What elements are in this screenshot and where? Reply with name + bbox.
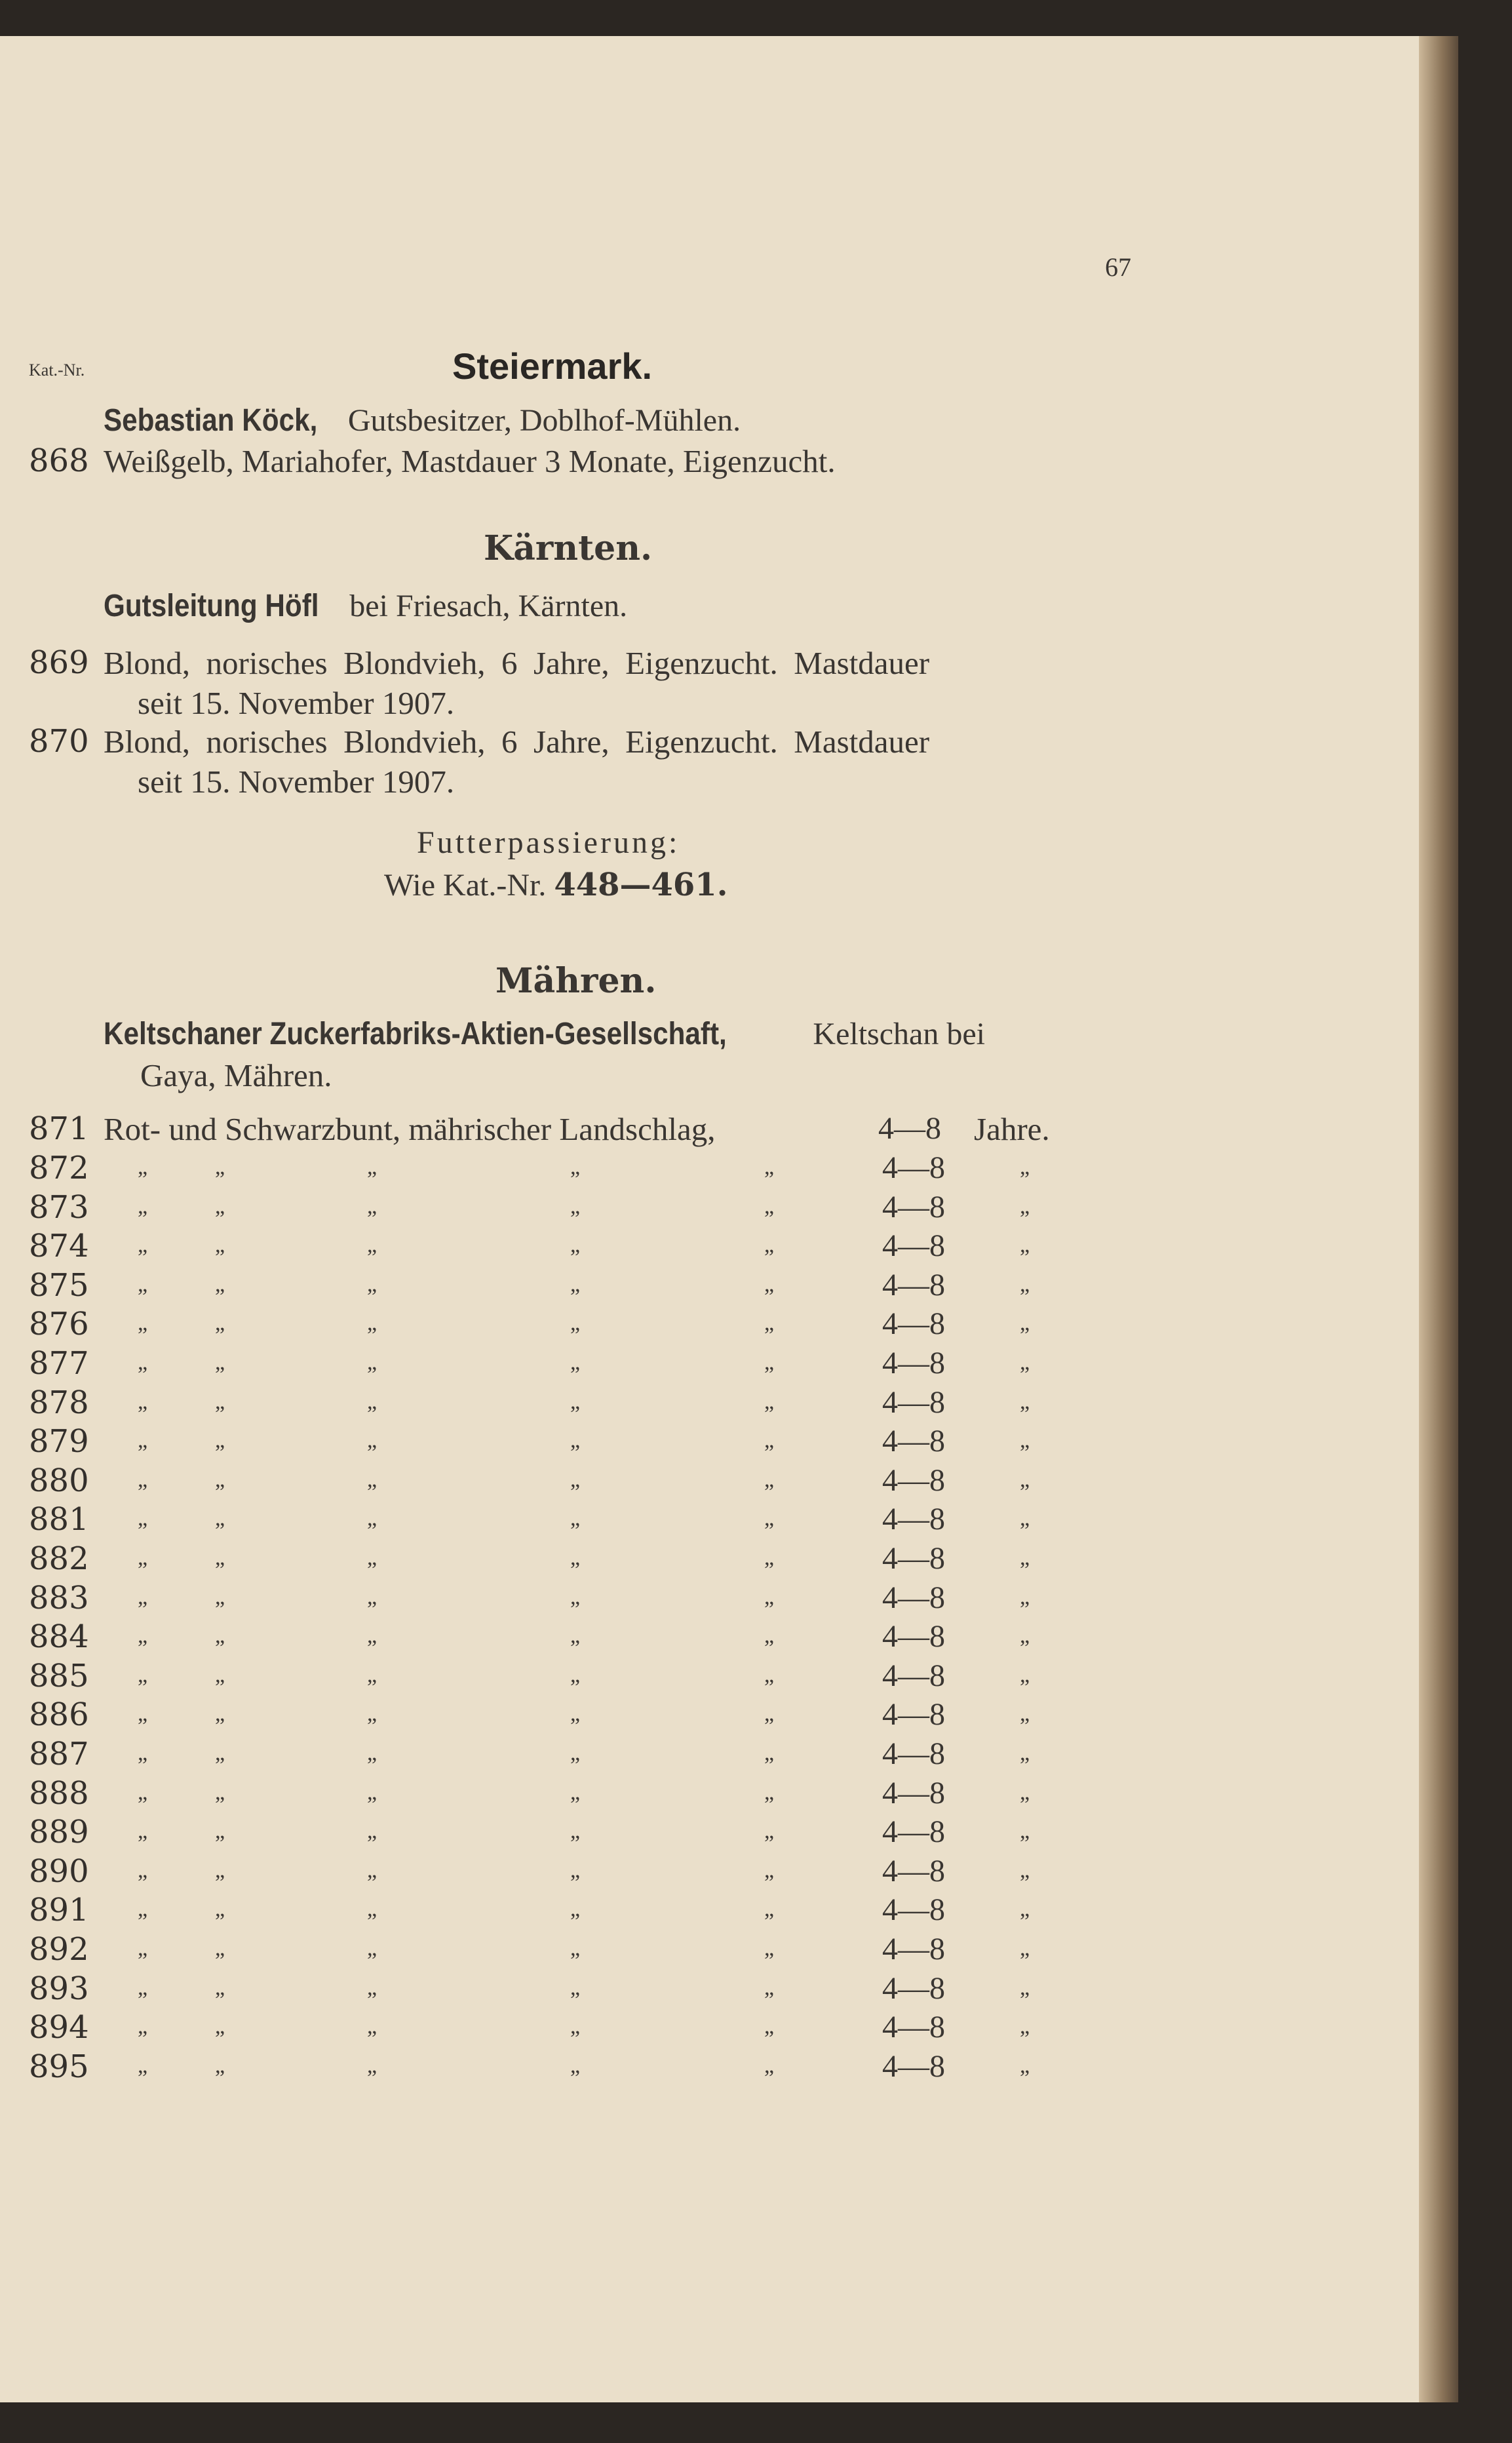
entry-number: 893 — [29, 1970, 89, 2007]
ditto-mark: „ — [138, 1546, 148, 1570]
futter-reference — [384, 867, 727, 903]
ditto-mark: „ — [215, 1233, 225, 1257]
ditto-mark: „ — [138, 1936, 148, 1961]
ditto-mark: „ — [570, 1155, 581, 1179]
ditto-mark: „ — [1020, 1936, 1030, 1961]
ditto-mark: „ — [764, 1506, 775, 1531]
ditto-mark: „ — [1020, 1624, 1030, 1648]
owner-line — [104, 402, 741, 439]
ditto-mark: „ — [1020, 1233, 1030, 1257]
ditto-mark: „ — [215, 2054, 225, 2078]
entry-number: 885 — [29, 1658, 89, 1694]
ditto-mark: „ — [1020, 1663, 1030, 1687]
ditto-mark: „ — [570, 2014, 581, 2039]
ditto-mark: „ — [215, 1976, 225, 2000]
ditto-mark: „ — [1020, 1585, 1030, 1609]
ditto-mark: „ — [215, 1897, 225, 1921]
age-range: 4—8 — [882, 1306, 945, 1341]
ditto-mark: „ — [367, 1819, 378, 1843]
entry-number: 880 — [29, 1462, 89, 1499]
entry-number: 870 — [29, 723, 89, 760]
page-edge — [1419, 36, 1458, 2402]
ditto-mark: „ — [138, 1858, 148, 1883]
ditto-mark: „ — [764, 2054, 775, 2078]
ditto-mark: „ — [570, 1663, 581, 1687]
ditto-mark: „ — [367, 1194, 378, 1219]
ditto-mark: „ — [138, 1702, 148, 1726]
ditto-mark: „ — [215, 1858, 225, 1883]
ditto-mark: „ — [570, 1702, 581, 1726]
age-range: 4—8 — [878, 1111, 941, 1146]
entry-number: 883 — [29, 1580, 89, 1616]
ditto-mark: „ — [570, 1858, 581, 1883]
age-range: 4—8 — [882, 1228, 945, 1263]
ditto-mark: „ — [570, 2054, 581, 2078]
age-range: 4—8 — [882, 1463, 945, 1498]
ditto-mark: „ — [1020, 1976, 1030, 2000]
ditto-mark: „ — [1020, 2014, 1030, 2039]
ditto-mark: „ — [764, 1468, 775, 1492]
ditto-mark: „ — [367, 1350, 378, 1375]
entry-number: 876 — [29, 1306, 89, 1342]
ditto-mark: „ — [570, 1311, 581, 1335]
age-range: 4—8 — [882, 1697, 945, 1732]
ditto-mark: „ — [367, 1897, 378, 1921]
ditto-mark: „ — [138, 1155, 148, 1179]
ditto-mark: „ — [570, 1936, 581, 1961]
owner-name: Gutsleitung Höfl — [104, 589, 319, 623]
ditto-mark: „ — [764, 1741, 775, 1765]
section-heading-maehren: Mähren. — [495, 961, 657, 1001]
entry-number: 875 — [29, 1267, 89, 1304]
age-range: 4—8 — [882, 1736, 945, 1771]
ditto-mark: „ — [138, 1390, 148, 1414]
ditto-mark: „ — [367, 1390, 378, 1414]
entry-number: 895 — [29, 2048, 89, 2085]
ditto-mark: „ — [138, 2014, 148, 2039]
owner-line — [104, 588, 627, 624]
ditto-mark: „ — [764, 1155, 775, 1179]
ditto-mark: „ — [215, 1390, 225, 1414]
ditto-mark: „ — [138, 1819, 148, 1843]
entry-number: 887 — [29, 1736, 89, 1772]
ditto-mark: „ — [1020, 1428, 1030, 1453]
ditto-mark: „ — [764, 1585, 775, 1609]
age-unit: Jahre. — [974, 1111, 1050, 1147]
ditto-mark: „ — [1020, 1819, 1030, 1843]
ditto-mark: „ — [367, 1936, 378, 1961]
ditto-mark: „ — [764, 1272, 775, 1297]
age-range: 4—8 — [882, 1814, 945, 1849]
ditto-mark: „ — [215, 1272, 225, 1297]
section-heading-steiermark: Steiermark. — [452, 345, 653, 387]
ditto-mark: „ — [138, 1663, 148, 1687]
entry-number: 889 — [29, 1814, 89, 1850]
book-page — [0, 36, 1435, 2402]
ditto-mark: „ — [215, 1546, 225, 1570]
age-range: 4—8 — [882, 1776, 945, 1810]
ditto-mark: „ — [367, 1546, 378, 1570]
age-range: 4—8 — [882, 2010, 945, 2044]
ditto-mark: „ — [138, 1428, 148, 1453]
age-range: 4—8 — [882, 1150, 945, 1185]
age-range: 4—8 — [882, 1541, 945, 1576]
age-range: 4—8 — [882, 1658, 945, 1693]
ditto-mark: „ — [570, 1233, 581, 1257]
age-range: 4—8 — [882, 2049, 945, 2084]
ditto-mark: „ — [215, 1663, 225, 1687]
owner-detail: Gutsbesitzer, Doblhof-Mühlen. — [339, 403, 741, 438]
ditto-mark: „ — [215, 1585, 225, 1609]
entry-text-continued: seit 15. November 1907. — [138, 764, 455, 800]
ditto-mark: „ — [138, 1780, 148, 1805]
owner-line — [104, 1016, 985, 1052]
entry-text: Blond, norisches Blondvieh, 6 Jahre, Eigenzucht. Mastdauer — [104, 645, 930, 681]
ditto-mark: „ — [570, 1350, 581, 1375]
ditto-mark: „ — [570, 1468, 581, 1492]
catalog-number-label: Kat.-Nr. — [29, 361, 85, 380]
entry-number: 868 — [29, 442, 89, 479]
entry-number: 873 — [29, 1189, 89, 1226]
ditto-mark: „ — [138, 1976, 148, 2000]
ditto-mark: „ — [1020, 1194, 1030, 1219]
entry-text: Weißgelb, Mariahofer, Mastdauer 3 Monate, Eigenzucht. — [104, 443, 836, 479]
ditto-mark: „ — [367, 1702, 378, 1726]
age-range: 4—8 — [882, 1619, 945, 1654]
ditto-mark: „ — [1020, 1506, 1030, 1531]
entry-number: 877 — [29, 1345, 89, 1382]
ditto-mark: „ — [138, 1194, 148, 1219]
owner-name: Keltschaner Zuckerfabriks-Aktien-Gesellschaft, — [104, 1017, 727, 1051]
ditto-mark: „ — [764, 1976, 775, 2000]
ditto-mark: „ — [570, 1585, 581, 1609]
ditto-mark: „ — [1020, 2054, 1030, 2078]
ditto-mark: „ — [215, 1936, 225, 1961]
futter-reference-range: 448—461. — [554, 867, 728, 903]
ditto-mark: „ — [764, 1780, 775, 1805]
ditto-mark: „ — [138, 1624, 148, 1648]
ditto-mark: „ — [138, 1585, 148, 1609]
age-range: 4—8 — [882, 1385, 945, 1420]
ditto-mark: „ — [367, 1506, 378, 1531]
ditto-mark: „ — [570, 1506, 581, 1531]
entry-text: Rot- und Schwarzbunt, mährischer Landschlag, — [104, 1111, 716, 1147]
age-range: 4—8 — [882, 1346, 945, 1380]
ditto-mark: „ — [764, 1390, 775, 1414]
age-range: 4—8 — [882, 1580, 945, 1615]
ditto-mark: „ — [764, 1858, 775, 1883]
ditto-mark: „ — [138, 1311, 148, 1335]
ditto-mark: „ — [764, 1819, 775, 1843]
ditto-mark: „ — [764, 1233, 775, 1257]
ditto-mark: „ — [138, 1350, 148, 1375]
ditto-mark: „ — [570, 1272, 581, 1297]
ditto-mark: „ — [570, 1428, 581, 1453]
ditto-mark: „ — [764, 1702, 775, 1726]
ditto-mark: „ — [1020, 1390, 1030, 1414]
ditto-mark: „ — [764, 1897, 775, 1921]
ditto-mark: „ — [215, 1311, 225, 1335]
section-heading-kaernten: Kärnten. — [484, 528, 653, 568]
ditto-mark: „ — [367, 1858, 378, 1883]
futter-reference-prefix: Wie Kat.-Nr. — [384, 868, 554, 903]
ditto-mark: „ — [1020, 1741, 1030, 1765]
ditto-mark: „ — [1020, 1155, 1030, 1179]
age-range: 4—8 — [882, 1268, 945, 1302]
entry-number: 872 — [29, 1150, 89, 1186]
entry-number: 890 — [29, 1853, 89, 1890]
ditto-mark: „ — [764, 2014, 775, 2039]
ditto-mark: „ — [1020, 1546, 1030, 1570]
ditto-mark: „ — [764, 1311, 775, 1335]
ditto-mark: „ — [138, 1897, 148, 1921]
owner-line-continued: Gaya, Mähren. — [140, 1057, 332, 1093]
ditto-mark: „ — [1020, 1468, 1030, 1492]
ditto-mark: „ — [570, 1741, 581, 1765]
ditto-mark: „ — [215, 1428, 225, 1453]
age-range: 4—8 — [882, 1190, 945, 1224]
entry-number: 879 — [29, 1423, 89, 1460]
ditto-mark: „ — [570, 1976, 581, 2000]
owner-detail: Keltschan bei — [805, 1017, 985, 1051]
ditto-mark: „ — [367, 1976, 378, 2000]
ditto-mark: „ — [570, 1780, 581, 1805]
entry-number: 871 — [29, 1110, 89, 1147]
ditto-mark: „ — [570, 1390, 581, 1414]
ditto-mark: „ — [138, 1506, 148, 1531]
owner-detail: bei Friesach, Kärnten. — [341, 589, 628, 623]
entry-number: 884 — [29, 1618, 89, 1655]
entry-number: 874 — [29, 1228, 89, 1264]
ditto-mark: „ — [1020, 1350, 1030, 1375]
ditto-mark: „ — [1020, 1272, 1030, 1297]
entry-number: 869 — [29, 644, 89, 681]
ditto-mark: „ — [570, 1819, 581, 1843]
entry-number: 891 — [29, 1892, 89, 1928]
ditto-mark: „ — [215, 1468, 225, 1492]
ditto-mark: „ — [367, 1663, 378, 1687]
entry-number: 882 — [29, 1540, 89, 1577]
ditto-mark: „ — [367, 1155, 378, 1179]
ditto-mark: „ — [1020, 1702, 1030, 1726]
ditto-mark: „ — [367, 1272, 378, 1297]
ditto-mark: „ — [367, 1428, 378, 1453]
ditto-mark: „ — [1020, 1780, 1030, 1805]
ditto-mark: „ — [1020, 1311, 1030, 1335]
ditto-mark: „ — [764, 1936, 775, 1961]
entry-text-continued: seit 15. November 1907. — [138, 685, 455, 721]
ditto-mark: „ — [367, 2054, 378, 2078]
entry-number: 881 — [29, 1501, 89, 1538]
ditto-mark: „ — [367, 1741, 378, 1765]
ditto-mark: „ — [367, 1468, 378, 1492]
ditto-mark: „ — [570, 1624, 581, 1648]
ditto-mark: „ — [138, 1741, 148, 1765]
ditto-mark: „ — [367, 2014, 378, 2039]
age-range: 4—8 — [882, 1892, 945, 1927]
age-range: 4—8 — [882, 1854, 945, 1888]
ditto-mark: „ — [215, 1155, 225, 1179]
ditto-mark: „ — [367, 1624, 378, 1648]
futter-title: Futterpassierung: — [417, 825, 680, 860]
entry-number: 894 — [29, 2009, 89, 2046]
entry-text: Blond, norisches Blondvieh, 6 Jahre, Eigenzucht. Mastdauer — [104, 724, 930, 760]
ditto-mark: „ — [215, 1624, 225, 1648]
ditto-mark: „ — [215, 1350, 225, 1375]
ditto-mark: „ — [570, 1897, 581, 1921]
ditto-mark: „ — [215, 1780, 225, 1805]
age-range: 4—8 — [882, 1971, 945, 2006]
entry-number: 892 — [29, 1931, 89, 1968]
ditto-mark: „ — [138, 2054, 148, 2078]
ditto-mark: „ — [367, 1585, 378, 1609]
ditto-mark: „ — [367, 1233, 378, 1257]
owner-name: Sebastian Köck, — [104, 403, 318, 438]
ditto-mark: „ — [138, 1272, 148, 1297]
ditto-mark: „ — [764, 1350, 775, 1375]
ditto-mark: „ — [215, 1741, 225, 1765]
page-number: 67 — [1105, 252, 1131, 282]
ditto-mark: „ — [1020, 1897, 1030, 1921]
ditto-mark: „ — [215, 1819, 225, 1843]
age-range: 4—8 — [882, 1502, 945, 1536]
ditto-mark: „ — [570, 1546, 581, 1570]
ditto-mark: „ — [764, 1194, 775, 1219]
ditto-mark: „ — [764, 1546, 775, 1570]
ditto-mark: „ — [570, 1194, 581, 1219]
ditto-mark: „ — [764, 1663, 775, 1687]
entry-number: 878 — [29, 1384, 89, 1421]
ditto-mark: „ — [138, 1468, 148, 1492]
ditto-mark: „ — [215, 1702, 225, 1726]
entry-number: 886 — [29, 1696, 89, 1733]
ditto-mark: „ — [138, 1233, 148, 1257]
ditto-mark: „ — [764, 1428, 775, 1453]
ditto-mark: „ — [215, 2014, 225, 2039]
ditto-mark: „ — [764, 1624, 775, 1648]
ditto-mark: „ — [367, 1780, 378, 1805]
ditto-mark: „ — [367, 1311, 378, 1335]
entry-number: 888 — [29, 1775, 89, 1812]
ditto-mark: „ — [215, 1194, 225, 1219]
ditto-mark: „ — [1020, 1858, 1030, 1883]
age-range: 4—8 — [882, 1932, 945, 1966]
ditto-mark: „ — [215, 1506, 225, 1531]
age-range: 4—8 — [882, 1424, 945, 1458]
